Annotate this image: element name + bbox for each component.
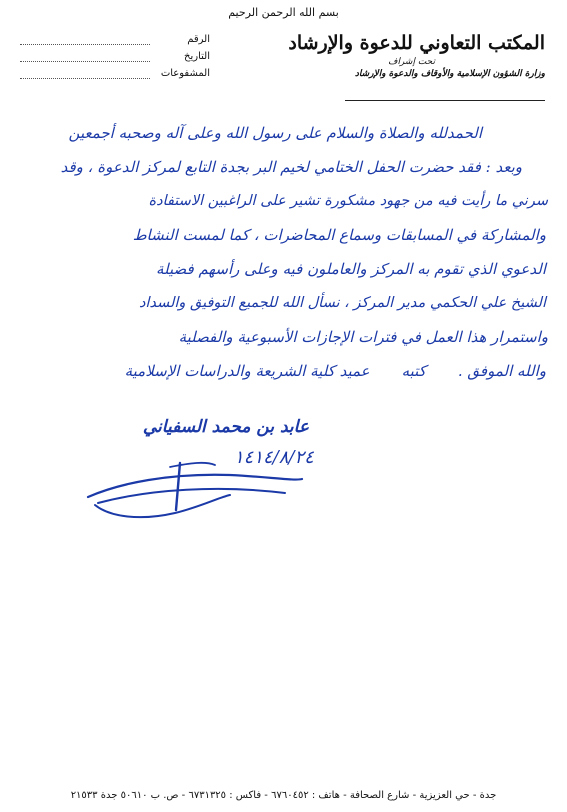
dotted-line <box>20 44 150 45</box>
written-by-label: كتبه <box>401 362 426 380</box>
organization-name: المكتب التعاوني للدعوة والإرشاد <box>288 32 545 54</box>
letter-line: واستمرار هذا العمل في فترات الإجازات الأسبوعية والفصلية <box>178 328 548 346</box>
handwritten-letter <box>16 116 552 388</box>
signer-name: عابد بن محمد السفياني <box>142 417 309 437</box>
signature-date: ١٤١٤/٨/٢٤ <box>234 447 314 468</box>
reference-fields <box>20 34 210 85</box>
dotted-line <box>20 61 150 62</box>
letter-line: سرني ما رأيت فيه من جهود مشكورة تشير على الراغبين الاستفادة <box>148 193 548 209</box>
field-number <box>20 34 210 51</box>
letterhead <box>285 32 545 79</box>
supervision-label: تحت إشراف <box>388 57 435 67</box>
field-date <box>20 51 210 68</box>
closing-line <box>16 354 552 388</box>
letter-line: الدعوي الذي تقوم به المركز والعاملون فيه وعلى رأسهم فضيلة <box>156 260 546 278</box>
field-number-label: الرقم <box>187 34 210 45</box>
letterhead-divider <box>345 100 545 101</box>
field-date-label: التاريخ <box>184 51 210 62</box>
footer-address: جدة - حي العزيزية - شارع الصحافة - هاتف : ٦٧٦٠٤٥٢ - فاكس : ٦٧٣١٣٢٥ - ص. ب ٥٠٦١٠ جدة ٢١٥٣٣ <box>70 790 497 801</box>
letter-line: الحمدلله والصلاة والسلام على رسول الله وعلى آله وصحبه أجمعين <box>68 124 482 142</box>
letter-line: والمشاركة في المسابقات وسماع المحاضرات ، كما لمست النشاط <box>132 226 546 244</box>
closing-text: والله الموفق . <box>457 362 546 380</box>
field-attachments <box>20 68 210 85</box>
letter-line: الشيخ علي الحكمي مدير المركز ، نسأل الله للجميع التوفيق والسداد <box>138 295 546 311</box>
letter-line: وبعد : فقد حضرت الحفل الختامي لخيم البر بجدة التابع لمركز الدعوة ، وقد <box>60 158 522 176</box>
handwritten-signature <box>80 455 310 530</box>
field-attachments-label: المشفوعات <box>160 68 210 79</box>
ministry-name: وزارة الشؤون الإسلامية والأوقاف والدعوة والإرشاد <box>354 69 545 79</box>
basmala: بسم الله الرحمن الرحيم <box>228 6 339 19</box>
dotted-line <box>20 78 150 79</box>
dean-title: عميد كلية الشريعة والدراسات الإسلامية <box>124 362 370 380</box>
